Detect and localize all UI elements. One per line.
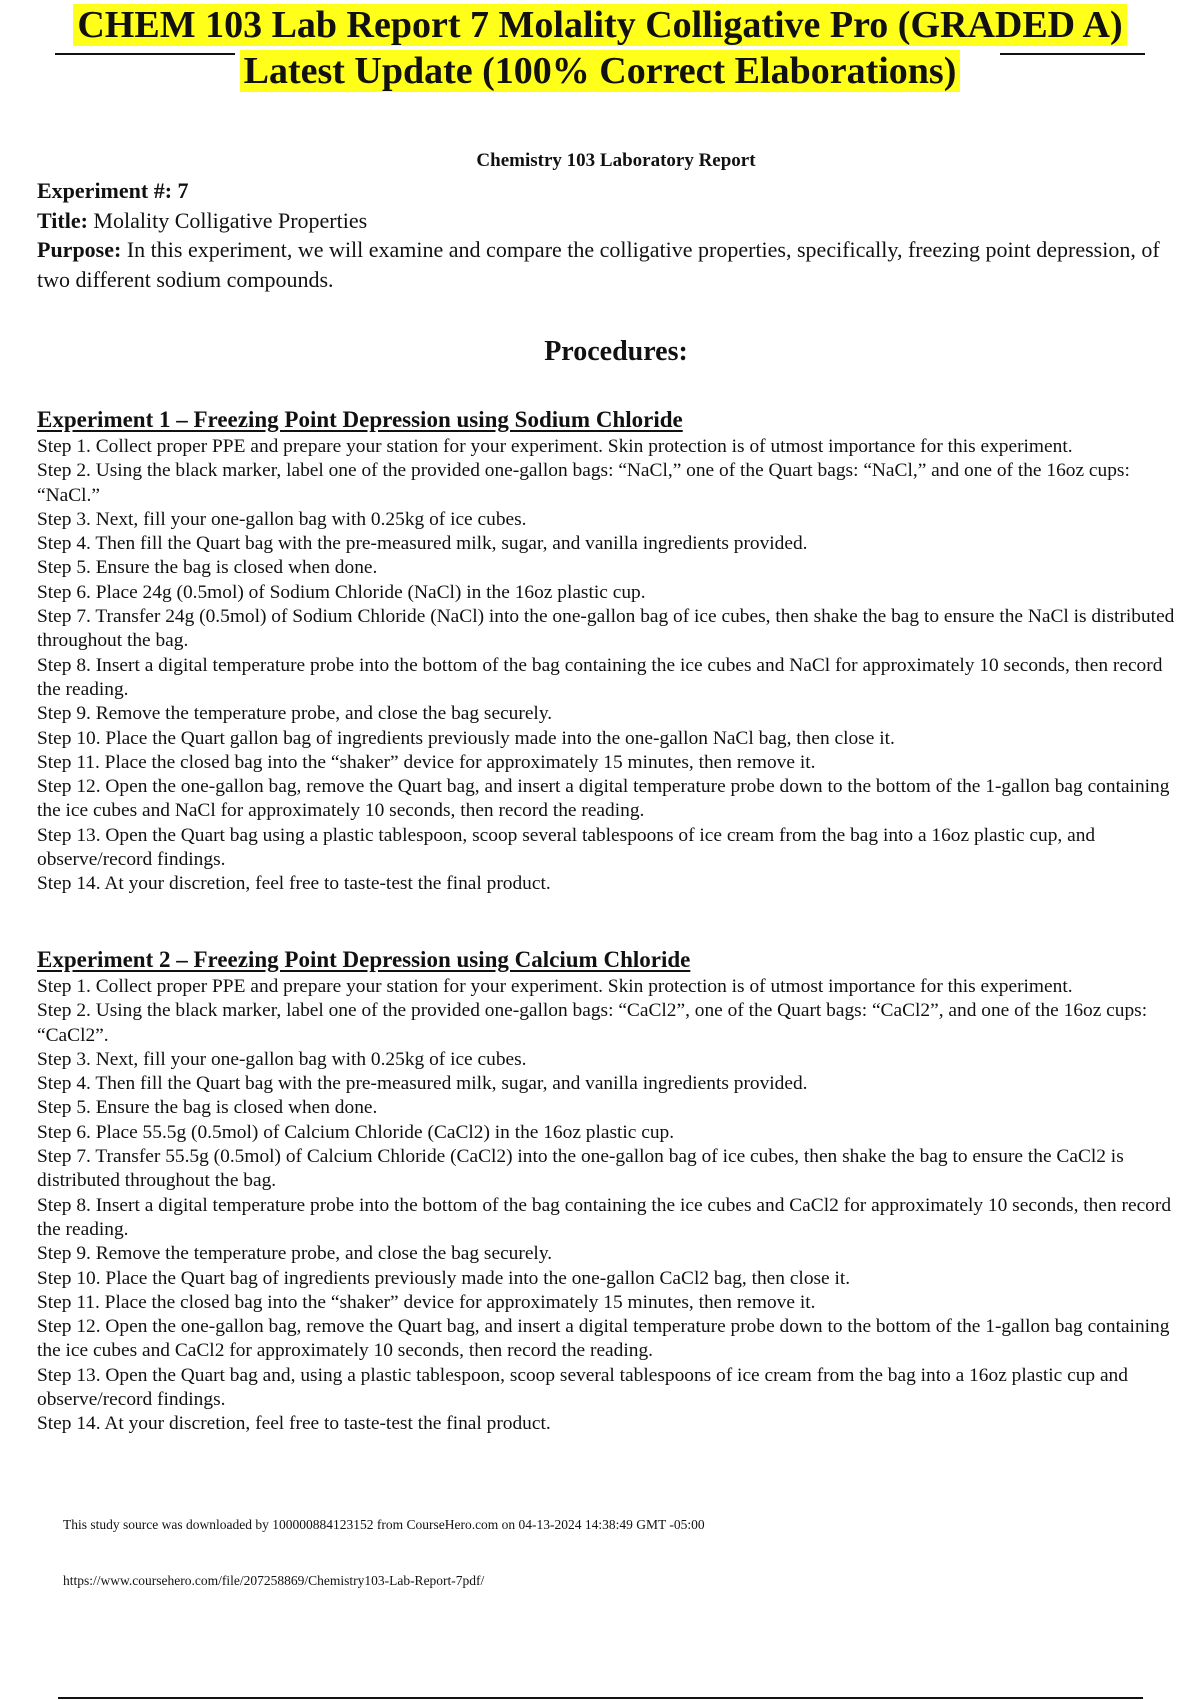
procedure-step: Step 8. Insert a digital temperature probe into the bottom of the bag containing the ice cubes and CaCl2 for approximately 10 seconds, then record the reading. — [37, 1194, 1172, 1240]
experiment-number: Experiment #: 7 — [37, 178, 189, 203]
procedure-step: Step 2. Using the black marker, label one of the provided one-gallon bags: “NaCl,” one of the Quart bags: “NaCl,” and one of the 16oz cups: “NaCl.” — [37, 460, 1130, 506]
procedure-step: Step 3. Next, fill your one-gallon bag with 0.25kg of ice cubes. — [37, 1048, 527, 1070]
procedure-step: Step 13. Open the Quart bag and, using a plastic tablespoon, scoop several tablespoons of ice cream from the bag into a 16oz plastic cup and observe/record findings. — [37, 1364, 1128, 1411]
banner-rule-right — [1000, 53, 1145, 55]
procedure-step: Step 9. Remove the temperature probe, and close the bag securely. — [37, 1243, 553, 1265]
banner-line-2: Latest Update (100% Correct Elaborations) — [0, 48, 1200, 94]
procedure-step: Step 1. Collect proper PPE and prepare your station for your experiment. Skin protection is of utmost importance for this experiment. — [37, 976, 1073, 997]
procedure-step: Step 9. Remove the temperature probe, and close the bag securely. — [37, 703, 553, 725]
procedure-step: Step 8. Insert a digital temperature probe into the bottom of the bag containing the ice cubes and NaCl for approximately 10 seconds, then record the reading. — [37, 654, 1163, 700]
procedure-step: Step 12. Open the one-gallon bag, remove the Quart bag, and insert a digital temperature probe down to the bottom of the 1-gallon bag containing the ice cubes and NaCl for approximately 10 seconds, then record the reading. — [37, 776, 1170, 822]
procedure-step: Step 11. Place the closed bag into the “shaker” device for approximately 15 minutes, then remove it. — [37, 1291, 816, 1313]
experiment-1-steps — [37, 435, 1187, 897]
procedure-step: Step 5. Ensure the bag is closed when done. — [37, 1097, 378, 1119]
download-note: This study source was downloaded by 100000884123152 from CourseHero.com on 04-13-2024 14:38:49 GMT -05:00 — [63, 1517, 705, 1532]
report-heading: Chemistry 103 Laboratory Report — [476, 150, 756, 171]
procedure-step: Step 12. Open the one-gallon bag, remove the Quart bag, and insert a digital temperature probe down to the bottom of the 1-gallon bag containing the ice cubes and CaCl2 for approximately 10 seconds, then record the reading. — [37, 1316, 1170, 1362]
experiment-1-section — [37, 405, 1187, 897]
procedure-step: Step 13. Open the Quart bag using a plastic tablespoon, scoop several tablespoons of ice cream from the bag into a 16oz plastic cup, and observe/record findings. — [37, 824, 1096, 871]
procedures-title: Procedures: — [544, 336, 688, 367]
procedure-step: Step 3. Next, fill your one-gallon bag with 0.25kg of ice cubes. — [37, 508, 527, 530]
procedure-step: Step 2. Using the black marker, label one of the provided one-gallon bags: “CaCl2”, one of the Quart bags: “CaCl2”, and one of the 16oz cups: “CaCl2”. — [37, 1000, 1148, 1046]
banner-rule-left — [55, 53, 235, 55]
procedure-step: Step 6. Place 55.5g (0.5mol) of Calcium Chloride (CaCl2) in the 16oz plastic cup. — [37, 1121, 675, 1143]
procedure-step: Step 10. Place the Quart bag of ingredients previously made into the one-gallon CaCl2 bag, then close it. — [37, 1267, 851, 1289]
title-banner — [0, 0, 1200, 94]
bottom-rule — [58, 1697, 1143, 1699]
experiment-purpose: Purpose: In this experiment, we will examine and compare the colligative properties, specifically, freezing point depression, of two different sodium compounds. — [37, 237, 1160, 292]
experiment-title: Title: Molality Colligative Properties — [37, 208, 368, 233]
experiment-2-steps — [37, 975, 1187, 1437]
procedure-step: Step 7. Transfer 55.5g (0.5mol) of Calcium Chloride (CaCl2) into the one-gallon bag of ice cubes, then shake the bag to ensure the CaCl2 is distributed throughout the bag. — [37, 1146, 1124, 1192]
procedure-step: Step 10. Place the Quart gallon bag of ingredients previously made into the one-gallon NaCl bag, then close it. — [37, 727, 895, 749]
procedure-step: Step 4. Then fill the Quart bag with the pre-measured milk, sugar, and vanilla ingredients provided. — [37, 533, 808, 555]
procedure-step: Step 11. Place the closed bag into the “shaker” device for approximately 15 minutes, then remove it. — [37, 751, 816, 773]
procedure-step: Step 14. At your discretion, feel free to taste-test the final product. — [37, 873, 551, 895]
experiment-2-section — [37, 945, 1187, 1437]
experiment-1-title: Experiment 1 – Freezing Point Depression using Sodium Chloride — [37, 407, 683, 432]
procedure-step: Step 1. Collect proper PPE and prepare your station for your experiment. Skin protection is of utmost importance for this experiment. — [37, 436, 1073, 457]
procedure-step: Step 6. Place 24g (0.5mol) of Sodium Chloride (NaCl) in the 16oz plastic cup. — [37, 581, 646, 603]
banner-line-1: CHEM 103 Lab Report 7 Molality Colligative Pro (GRADED A) — [0, 2, 1200, 48]
procedure-step: Step 7. Transfer 24g (0.5mol) of Sodium Chloride (NaCl) into the one-gallon bag of ice cubes, then shake the bag to ensure the NaCl is distributed throughout the bag. — [37, 606, 1175, 652]
procedure-step: Step 5. Ensure the bag is closed when done. — [37, 557, 378, 579]
procedure-step: Step 14. At your discretion, feel free to taste-test the final product. — [37, 1413, 551, 1435]
source-url: https://www.coursehero.com/file/207258869/Chemistry103-Lab-Report-7pdf/ — [63, 1573, 485, 1588]
procedure-step: Step 4. Then fill the Quart bag with the pre-measured milk, sugar, and vanilla ingredients provided. — [37, 1073, 808, 1095]
experiment-2-title: Experiment 2 – Freezing Point Depression using Calcium Chloride — [37, 947, 691, 972]
